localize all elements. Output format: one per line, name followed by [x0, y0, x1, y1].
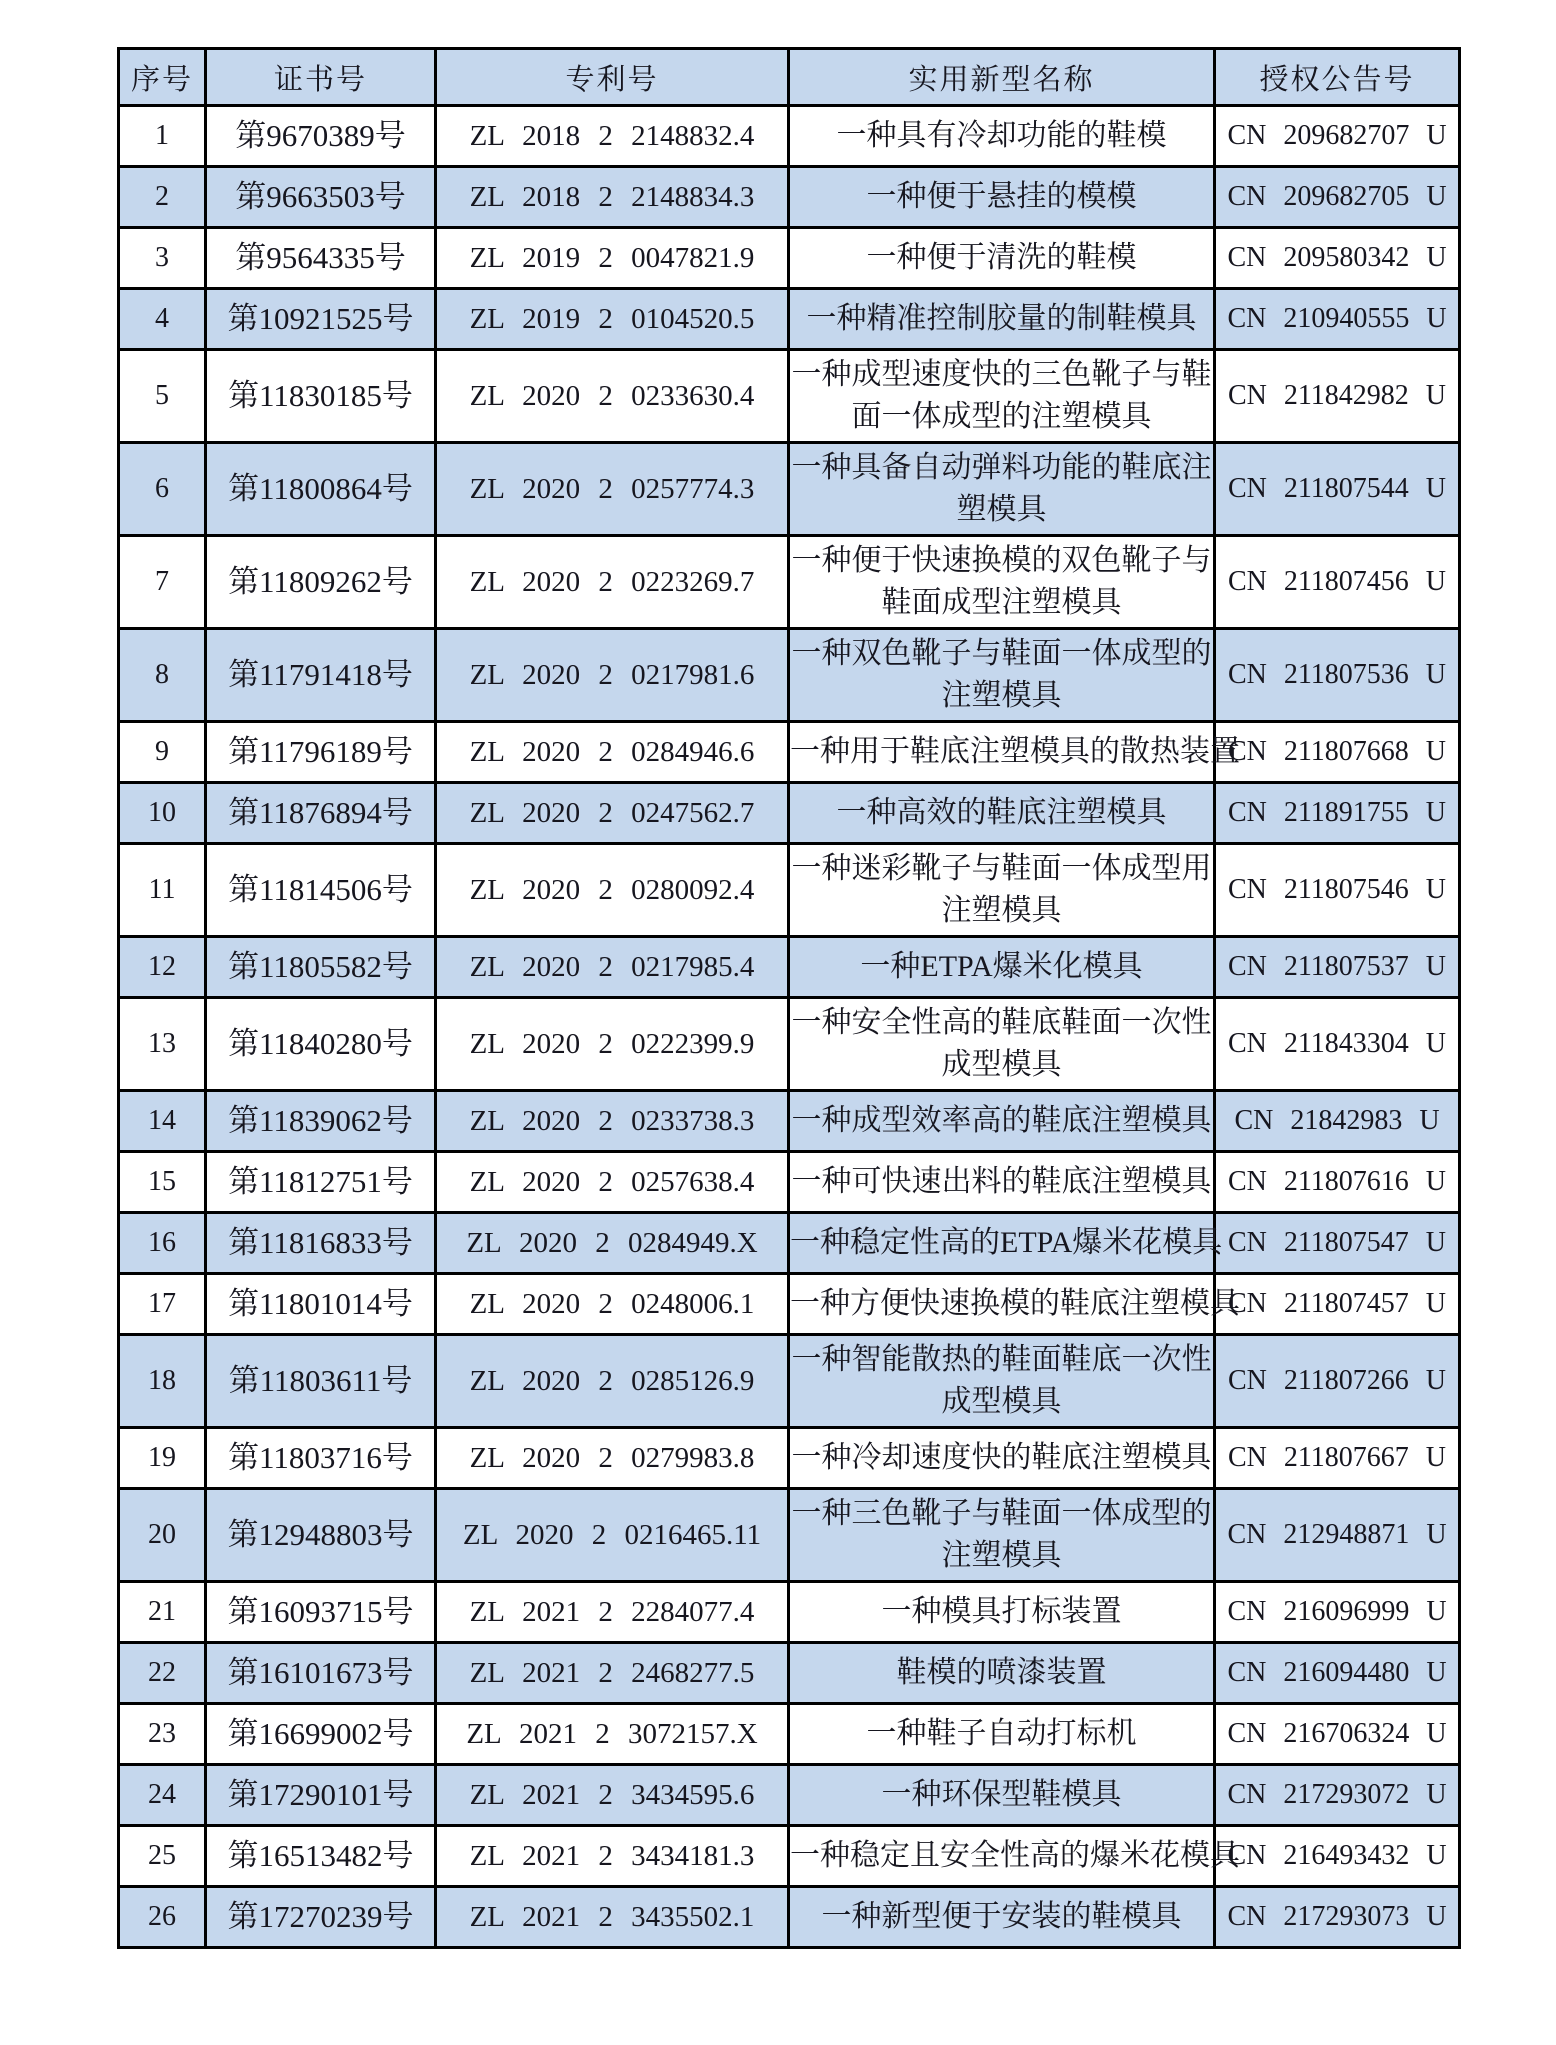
- cell-serial: 11: [119, 844, 206, 937]
- cell-patent-no: ZL 2021 2 2284077.4: [436, 1582, 789, 1643]
- cell-certificate-no: 第11812751号: [206, 1152, 436, 1213]
- cell-gazette-no: CN 211807668 U: [1215, 722, 1460, 783]
- table-row: [119, 1489, 1460, 1582]
- cell-utility-model-name: 一种高效的鞋底注塑模具: [789, 783, 1215, 844]
- cell-gazette-no: CN 217293072 U: [1215, 1765, 1460, 1826]
- col-header-utility-model-name: 实用新型名称: [789, 49, 1215, 106]
- cell-patent-no: ZL 2020 2 0257638.4: [436, 1152, 789, 1213]
- cell-serial: 5: [119, 350, 206, 443]
- table-row: [119, 167, 1460, 228]
- table-row: [119, 443, 1460, 536]
- cell-serial: 26: [119, 1887, 206, 1948]
- table-body: [119, 106, 1460, 1948]
- cell-patent-no: ZL 2020 2 0217985.4: [436, 937, 789, 998]
- cell-gazette-no: CN 211807536 U: [1215, 629, 1460, 722]
- cell-serial: 18: [119, 1335, 206, 1428]
- cell-utility-model-name: 一种ETPA爆米化模具: [789, 937, 1215, 998]
- patent-table: [117, 47, 1461, 1949]
- cell-gazette-no: CN 216096999 U: [1215, 1582, 1460, 1643]
- cell-patent-no: ZL 2020 2 0233630.4: [436, 350, 789, 443]
- cell-utility-model-name: 一种双色靴子与鞋面一体成型的注塑模具: [789, 629, 1215, 722]
- cell-utility-model-name: 一种具备自动弹料功能的鞋底注塑模具: [789, 443, 1215, 536]
- cell-patent-no: ZL 2020 2 0280092.4: [436, 844, 789, 937]
- cell-patent-no: ZL 2021 2 3435502.1: [436, 1887, 789, 1948]
- cell-serial: 25: [119, 1826, 206, 1887]
- cell-gazette-no: CN 211807456 U: [1215, 536, 1460, 629]
- cell-serial: 2: [119, 167, 206, 228]
- table-row: [119, 844, 1460, 937]
- cell-utility-model-name: 一种新型便于安装的鞋模具: [789, 1887, 1215, 1948]
- cell-certificate-no: 第9564335号: [206, 228, 436, 289]
- cell-patent-no: ZL 2018 2 2148832.4: [436, 106, 789, 167]
- cell-utility-model-name: 一种冷却速度快的鞋底注塑模具: [789, 1428, 1215, 1489]
- cell-utility-model-name: 一种环保型鞋模具: [789, 1765, 1215, 1826]
- cell-patent-no: ZL 2020 2 0284946.6: [436, 722, 789, 783]
- table-row: [119, 937, 1460, 998]
- cell-gazette-no: CN 209580342 U: [1215, 228, 1460, 289]
- col-header-certificate-no: 证书号: [206, 49, 436, 106]
- cell-certificate-no: 第17270239号: [206, 1887, 436, 1948]
- cell-gazette-no: CN 212948871 U: [1215, 1489, 1460, 1582]
- cell-utility-model-name: 一种成型速度快的三色靴子与鞋面一体成型的注塑模具: [789, 350, 1215, 443]
- cell-gazette-no: CN 216094480 U: [1215, 1643, 1460, 1704]
- cell-patent-no: ZL 2021 2 3434595.6: [436, 1765, 789, 1826]
- cell-patent-no: ZL 2020 2 0222399.9: [436, 998, 789, 1091]
- cell-utility-model-name: 一种精准控制胶量的制鞋模具: [789, 289, 1215, 350]
- cell-gazette-no: CN 211842982 U: [1215, 350, 1460, 443]
- cell-gazette-no: CN 211807616 U: [1215, 1152, 1460, 1213]
- cell-utility-model-name: 一种便于快速换模的双色靴子与鞋面成型注塑模具: [789, 536, 1215, 629]
- cell-serial: 22: [119, 1643, 206, 1704]
- cell-serial: 17: [119, 1274, 206, 1335]
- table-row: [119, 350, 1460, 443]
- cell-patent-no: ZL 2020 2 0285126.9: [436, 1335, 789, 1428]
- cell-certificate-no: 第11803611号: [206, 1335, 436, 1428]
- cell-certificate-no: 第9663503号: [206, 167, 436, 228]
- cell-utility-model-name: 一种智能散热的鞋面鞋底一次性成型模具: [789, 1335, 1215, 1428]
- table-row: [119, 722, 1460, 783]
- table-row: [119, 783, 1460, 844]
- table-row: [119, 1274, 1460, 1335]
- cell-certificate-no: 第16513482号: [206, 1826, 436, 1887]
- cell-utility-model-name: 一种稳定且安全性高的爆米花模具: [789, 1826, 1215, 1887]
- cell-serial: 3: [119, 228, 206, 289]
- cell-patent-no: ZL 2021 2 2468277.5: [436, 1643, 789, 1704]
- cell-serial: 4: [119, 289, 206, 350]
- cell-utility-model-name: 一种三色靴子与鞋面一体成型的注塑模具: [789, 1489, 1215, 1582]
- cell-utility-model-name: 一种成型效率高的鞋底注塑模具: [789, 1091, 1215, 1152]
- cell-serial: 1: [119, 106, 206, 167]
- table-row: [119, 289, 1460, 350]
- cell-patent-no: ZL 2021 2 3072157.X: [436, 1704, 789, 1765]
- cell-gazette-no: CN 211807547 U: [1215, 1213, 1460, 1274]
- cell-certificate-no: 第11809262号: [206, 536, 436, 629]
- cell-serial: 13: [119, 998, 206, 1091]
- cell-serial: 9: [119, 722, 206, 783]
- table-row: [119, 1335, 1460, 1428]
- cell-certificate-no: 第11816833号: [206, 1213, 436, 1274]
- cell-gazette-no: CN 211807457 U: [1215, 1274, 1460, 1335]
- cell-gazette-no: CN 209682707 U: [1215, 106, 1460, 167]
- table-header: [119, 49, 1460, 106]
- cell-gazette-no: CN 21842983 U: [1215, 1091, 1460, 1152]
- cell-utility-model-name: 一种便于清洗的鞋模: [789, 228, 1215, 289]
- table-row: [119, 998, 1460, 1091]
- cell-certificate-no: 第11803716号: [206, 1428, 436, 1489]
- cell-gazette-no: CN 211807546 U: [1215, 844, 1460, 937]
- table-row: [119, 1887, 1460, 1948]
- cell-serial: 24: [119, 1765, 206, 1826]
- cell-certificate-no: 第17290101号: [206, 1765, 436, 1826]
- col-header-serial: 序号: [119, 49, 206, 106]
- cell-certificate-no: 第11791418号: [206, 629, 436, 722]
- cell-serial: 7: [119, 536, 206, 629]
- cell-serial: 21: [119, 1582, 206, 1643]
- cell-gazette-no: CN 210940555 U: [1215, 289, 1460, 350]
- cell-serial: 14: [119, 1091, 206, 1152]
- cell-certificate-no: 第11800864号: [206, 443, 436, 536]
- cell-utility-model-name: 一种模具打标装置: [789, 1582, 1215, 1643]
- cell-utility-model-name: 一种安全性高的鞋底鞋面一次性成型模具: [789, 998, 1215, 1091]
- cell-serial: 20: [119, 1489, 206, 1582]
- cell-gazette-no: CN 211843304 U: [1215, 998, 1460, 1091]
- cell-patent-no: ZL 2020 2 0248006.1: [436, 1274, 789, 1335]
- cell-certificate-no: 第16699002号: [206, 1704, 436, 1765]
- cell-certificate-no: 第11840280号: [206, 998, 436, 1091]
- cell-certificate-no: 第16101673号: [206, 1643, 436, 1704]
- cell-patent-no: ZL 2020 2 0257774.3: [436, 443, 789, 536]
- cell-serial: 6: [119, 443, 206, 536]
- cell-certificate-no: 第16093715号: [206, 1582, 436, 1643]
- cell-patent-no: ZL 2019 2 0104520.5: [436, 289, 789, 350]
- cell-serial: 10: [119, 783, 206, 844]
- cell-patent-no: ZL 2020 2 0217981.6: [436, 629, 789, 722]
- cell-gazette-no: CN 211807544 U: [1215, 443, 1460, 536]
- cell-patent-no: ZL 2020 2 0284949.X: [436, 1213, 789, 1274]
- cell-certificate-no: 第11805582号: [206, 937, 436, 998]
- cell-certificate-no: 第11830185号: [206, 350, 436, 443]
- table-row: [119, 1152, 1460, 1213]
- table-row: [119, 1643, 1460, 1704]
- cell-utility-model-name: 一种可快速出料的鞋底注塑模具: [789, 1152, 1215, 1213]
- cell-utility-model-name: 一种方便快速换模的鞋底注塑模具: [789, 1274, 1215, 1335]
- cell-serial: 19: [119, 1428, 206, 1489]
- cell-utility-model-name: 一种便于悬挂的模模: [789, 167, 1215, 228]
- cell-utility-model-name: 一种迷彩靴子与鞋面一体成型用注塑模具: [789, 844, 1215, 937]
- cell-serial: 12: [119, 937, 206, 998]
- cell-gazette-no: CN 211807266 U: [1215, 1335, 1460, 1428]
- cell-gazette-no: CN 209682705 U: [1215, 167, 1460, 228]
- cell-serial: 8: [119, 629, 206, 722]
- table-row: [119, 1582, 1460, 1643]
- header-row: [119, 49, 1460, 106]
- cell-certificate-no: 第9670389号: [206, 106, 436, 167]
- cell-patent-no: ZL 2020 2 0216465.11: [436, 1489, 789, 1582]
- table-row: [119, 106, 1460, 167]
- cell-gazette-no: CN 216493432 U: [1215, 1826, 1460, 1887]
- table-row: [119, 1091, 1460, 1152]
- col-header-patent-no: 专利号: [436, 49, 789, 106]
- table-row: [119, 1428, 1460, 1489]
- table-row: [119, 629, 1460, 722]
- table-row: [119, 536, 1460, 629]
- cell-patent-no: ZL 2020 2 0279983.8: [436, 1428, 789, 1489]
- cell-utility-model-name: 鞋模的喷漆装置: [789, 1643, 1215, 1704]
- table-row: [119, 1765, 1460, 1826]
- cell-gazette-no: CN 211807667 U: [1215, 1428, 1460, 1489]
- cell-gazette-no: CN 211807537 U: [1215, 937, 1460, 998]
- cell-gazette-no: CN 217293073 U: [1215, 1887, 1460, 1948]
- cell-patent-no: ZL 2018 2 2148834.3: [436, 167, 789, 228]
- cell-certificate-no: 第11801014号: [206, 1274, 436, 1335]
- cell-serial: 15: [119, 1152, 206, 1213]
- table-row: [119, 1826, 1460, 1887]
- cell-patent-no: ZL 2019 2 0047821.9: [436, 228, 789, 289]
- col-header-gazette-no: 授权公告号: [1215, 49, 1460, 106]
- cell-patent-no: ZL 2020 2 0247562.7: [436, 783, 789, 844]
- cell-gazette-no: CN 211891755 U: [1215, 783, 1460, 844]
- table-row: [119, 1213, 1460, 1274]
- cell-certificate-no: 第11814506号: [206, 844, 436, 937]
- cell-serial: 16: [119, 1213, 206, 1274]
- table-row: [119, 1704, 1460, 1765]
- cell-gazette-no: CN 216706324 U: [1215, 1704, 1460, 1765]
- table-row: [119, 228, 1460, 289]
- cell-certificate-no: 第11876894号: [206, 783, 436, 844]
- cell-patent-no: ZL 2020 2 0223269.7: [436, 536, 789, 629]
- cell-serial: 23: [119, 1704, 206, 1765]
- cell-utility-model-name: 一种鞋子自动打标机: [789, 1704, 1215, 1765]
- cell-certificate-no: 第12948803号: [206, 1489, 436, 1582]
- cell-utility-model-name: 一种具有冷却功能的鞋模: [789, 106, 1215, 167]
- cell-patent-no: ZL 2021 2 3434181.3: [436, 1826, 789, 1887]
- cell-certificate-no: 第11796189号: [206, 722, 436, 783]
- cell-certificate-no: 第10921525号: [206, 289, 436, 350]
- cell-utility-model-name: 一种用于鞋底注塑模具的散热装置: [789, 722, 1215, 783]
- cell-utility-model-name: 一种稳定性高的ETPA爆米花模具: [789, 1213, 1215, 1274]
- cell-patent-no: ZL 2020 2 0233738.3: [436, 1091, 789, 1152]
- cell-certificate-no: 第11839062号: [206, 1091, 436, 1152]
